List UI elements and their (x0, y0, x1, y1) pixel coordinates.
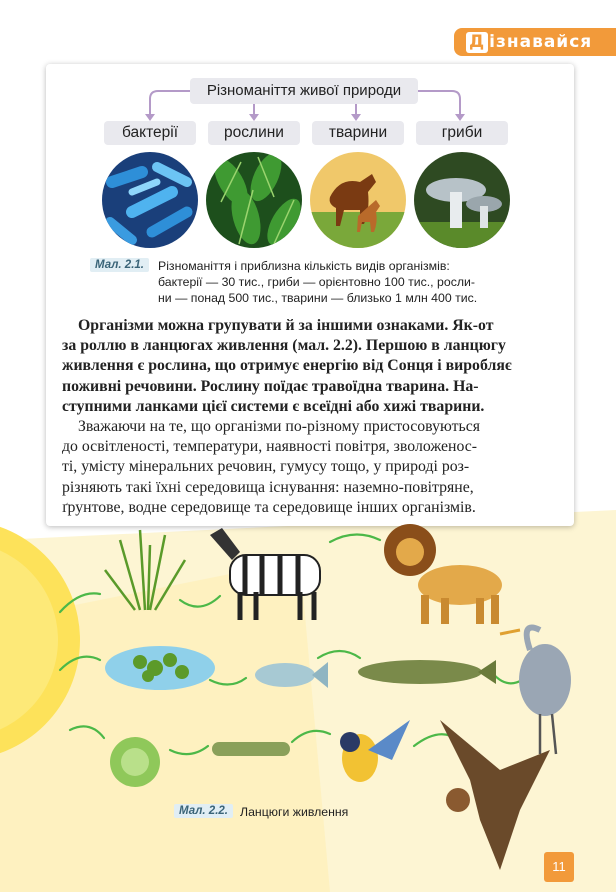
figure-2-2-caption: Ланцюги живлення (240, 805, 349, 819)
figure-2-2-tag: Мал. 2.2. (174, 804, 233, 818)
tab-label: ізнавайся (489, 32, 593, 52)
paragraph-1-line: живлення є рослина, що отримує енергію від Сонця і виробляє (62, 357, 512, 375)
pond-icon (105, 646, 215, 690)
food-chain-illustration (0, 520, 616, 892)
paragraph-2-line: різняють такі їхні середовища існування: наземно-повітряне, (62, 478, 474, 496)
category-bacteria: бактерії (104, 121, 196, 145)
paragraph-2-line: ґрунтове, водне середовище та середовище інших організмів. (62, 498, 476, 516)
paragraph-2-line: ті, умісту мінеральних речовин, гумусу тощо, у природі роз- (62, 458, 470, 476)
lion-icon (384, 524, 502, 624)
pike-icon (358, 660, 496, 684)
category-fungi: гриби (416, 121, 508, 145)
mushrooms-photo (414, 152, 510, 248)
tit-bird-icon (340, 720, 410, 782)
small-fish-icon (255, 662, 328, 688)
paragraph-1-line: Організми можна групувати й за іншими ознаками. Як-от (78, 317, 494, 334)
zebra-icon (210, 528, 320, 620)
diagram-root-label: Різноманіття живої природи (190, 78, 418, 104)
figure-2-1-line-3: ни — понад 500 тис., тварини — близько 1 млн 400 тис. (158, 291, 478, 305)
paragraph-1 (62, 316, 560, 417)
paragraph-2 (62, 417, 560, 518)
paragraph-1-line: ступними ланками цієї системи є всеїдні або хижі тварини. (62, 397, 485, 415)
figure-2-1-line-1: Різноманіття і приблизна кількість видів організмів: (158, 259, 450, 273)
category-plants: рослини (208, 121, 300, 145)
grass-icon (105, 530, 185, 610)
paragraph-1-line: за роллю в ланцюгах живлення (мал. 2.2). Першою в ланцюгу (62, 337, 506, 355)
paragraph-1-line: поживні речовини. Рослину поїдає травоїдна тварина. На- (62, 377, 479, 395)
page-number: 11 (544, 852, 574, 882)
bacteria-photo (102, 152, 198, 248)
leaves-photo (206, 152, 302, 248)
figure-2-1-tag: Мал. 2.1. (90, 258, 149, 272)
hawk-icon (440, 720, 550, 870)
figure-2-1-line-2: бактерії — 30 тис., гриби — орієнтовно 100 тис., росли- (158, 275, 475, 289)
caterpillar-icon (212, 742, 290, 756)
tab-first-letter: Д (466, 32, 488, 53)
paragraph-2-line: Зважаючи на те, що організми по-різному пристосовуються (78, 418, 480, 435)
category-animals: тварини (312, 121, 404, 145)
paragraph-2-line: до освітленості, температури, наявності повітря, зволоженос- (62, 438, 478, 456)
cabbage-icon (110, 737, 160, 787)
heron-icon (500, 628, 571, 755)
horses-photo (310, 152, 406, 248)
